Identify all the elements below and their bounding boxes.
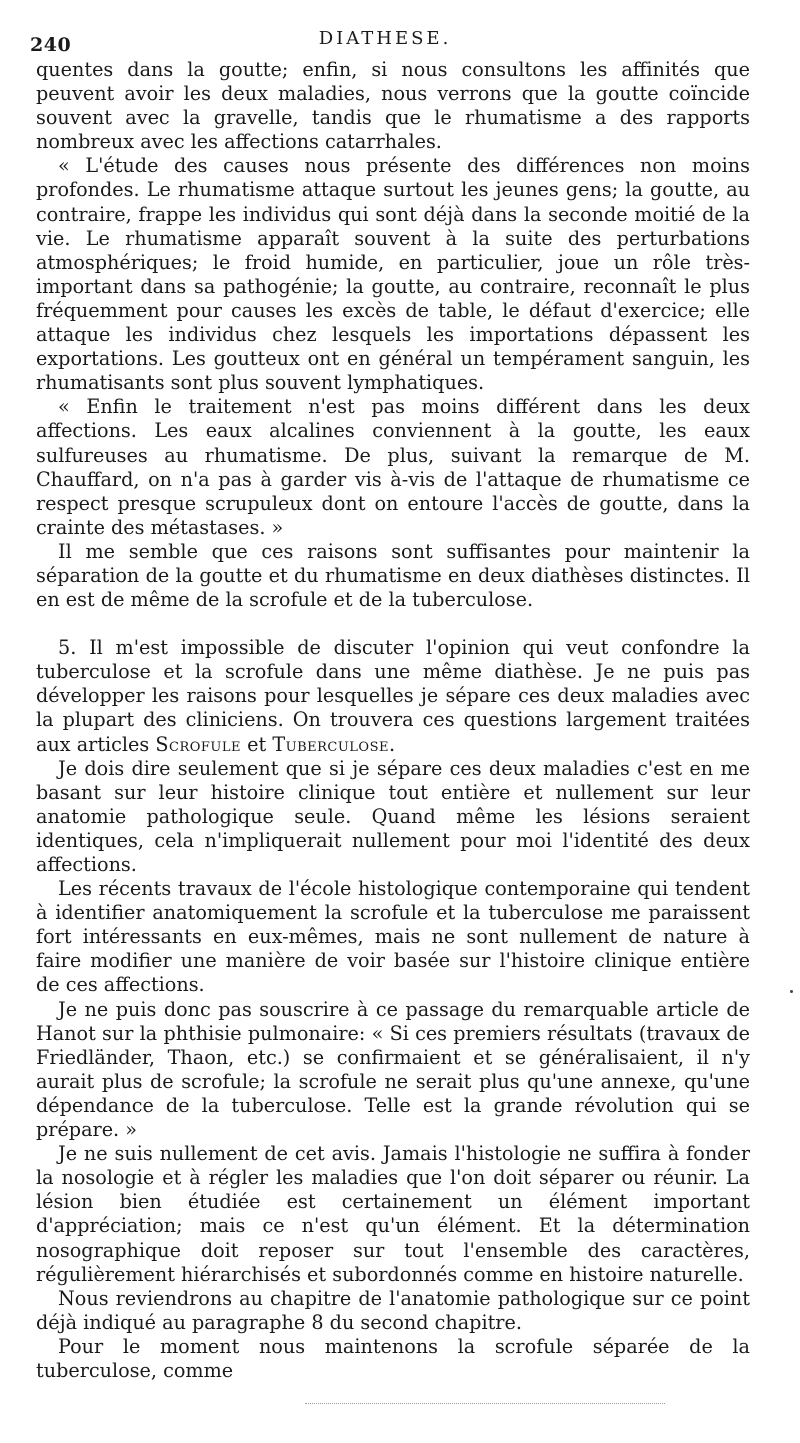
paragraph-conclusion: Il me semble que ces raisons sont suffisantes pour maintenir la séparation de la goutte et du rhumatisme en deux diathèses distinctes. Il en est de même de la scrofule et de la tuberculose. xyxy=(36,539,750,612)
paragraph-continuation: quentes dans la goutte; enfin, si nous consultons les affinités que peuvent avoir les deux maladies, nous verrons que la goutte coïncide souvent avec la gravelle, tandis que le rhumatisme a des rapports nombreux avec les affections catarrhales. xyxy=(36,58,750,154)
article-ref-tuberculose: Tuberculose. xyxy=(272,732,396,756)
running-title: DIATHESE. xyxy=(318,28,452,49)
paragraph-treatment: « Enfin le traitement n'est pas moins différent dans les deux affections. Les eaux alcalines conviennent à la goutte, les eaux sulfureuses au rhumatisme. De plus, suivant la remarque de M. Chauffard, on n'a pas à garder vis à-vis de l'attaque de rhumatisme ce respect presque scrupuleux dont on entoure l'accès de goutte, dans la crainte des métastases. » xyxy=(36,395,750,539)
article-ref-scrofule: Scrofule xyxy=(155,732,242,756)
paragraph-histology-work: Les récents travaux de l'école histologique contemporaine qui tendent à identifier anatomiquement la scrofule et la tuberculose me paraissent fort intéressants en eux-mêmes, mais ne sont nullement de nature à faire modifier une manière de voir basée sur l'histoire clinique entière de ces affections. xyxy=(36,877,750,997)
print-speck xyxy=(790,990,793,993)
section-5-text: 5. Il m'est impossible de discuter l'opinion qui veut confondre la tuberculose et la scrofule dans une même diathèse. Je ne puis pas développer les raisons pour lesquelles je sépare ces deux maladies avec la plupart des cliniciens. On trouvera ces questions largement traitées aux articles xyxy=(36,636,750,756)
paragraph-causes: « L'étude des causes nous présente des différences non moins profondes. Le rhumatisme attaque surtout les jeunes gens; la goutte, au contraire, frappe les individus qui sont déjà dans la seconde moitié de la vie. Le rhumatisme apparaît souvent à la suite des perturbations atmosphériques; le froid humide, en particulier, joue un rôle très-important dans sa pathogénie; la goutte, au contraire, reconnaît le plus fréquemment pour causes les excès de table, le défaut d'exercice; elle attaque les individus chez lesquels les importations dépassent les exportations. Les goutteux ont en général un tempérament sanguin, les rhumatisants sont plus souvent lymphatiques. xyxy=(36,154,750,395)
section-5-paragraph xyxy=(36,636,750,756)
paragraph-hanot-quote: Je ne puis donc pas souscrire à ce passage du remarquable article de Hanot sur la phthisie pulmonaire: « Si ces premiers résultats (travaux de Friedländer, Thaon, etc.) se confirmaient et se généralisaient, il n'y aurait plus de scrofule; la scrofule ne serait plus qu'une annexe, qu'une dépendance de la tuberculose. Telle est la grande révolution qui se prépare. » xyxy=(36,997,750,1142)
page-bottom-mark xyxy=(305,1403,665,1404)
article-ref-conjunction: et xyxy=(247,732,267,756)
paragraph-final: Pour le moment nous maintenons la scrofule séparée de la tuberculose, comme xyxy=(36,1334,750,1382)
page-number: 240 xyxy=(30,34,72,56)
paragraph-author-opinion: Je ne suis nullement de cet avis. Jamais l'histologie ne suffira à fonder la nosologie et à régler les maladies que l'on doit séparer ou réunir. La lésion bien étudiée est certainement un élément important d'appréciation; mais ce n'est qu'un élément. Et la détermination nosographique doit reposer sur tout l'ensemble des caractères, régulièrement hiérarchisés et subordonnés comme en histoire naturelle. xyxy=(36,1142,750,1286)
body-text xyxy=(36,58,750,1383)
page-header xyxy=(30,28,740,58)
paragraph-clinical-history: Je dois dire seulement que si je sépare ces deux maladies c'est en me basant sur leur histoire clinique tout entière et nullement sur leur anatomie pathologique seule. Quand même les lésions seraient identiques, cela n'impliquerait nullement pour moi l'identité des deux affections. xyxy=(36,756,750,876)
paragraph-forward-reference: Nous reviendrons au chapitre de l'anatomie pathologique sur ce point déjà indiqué au paragraphe 8 du second chapitre. xyxy=(36,1286,750,1334)
